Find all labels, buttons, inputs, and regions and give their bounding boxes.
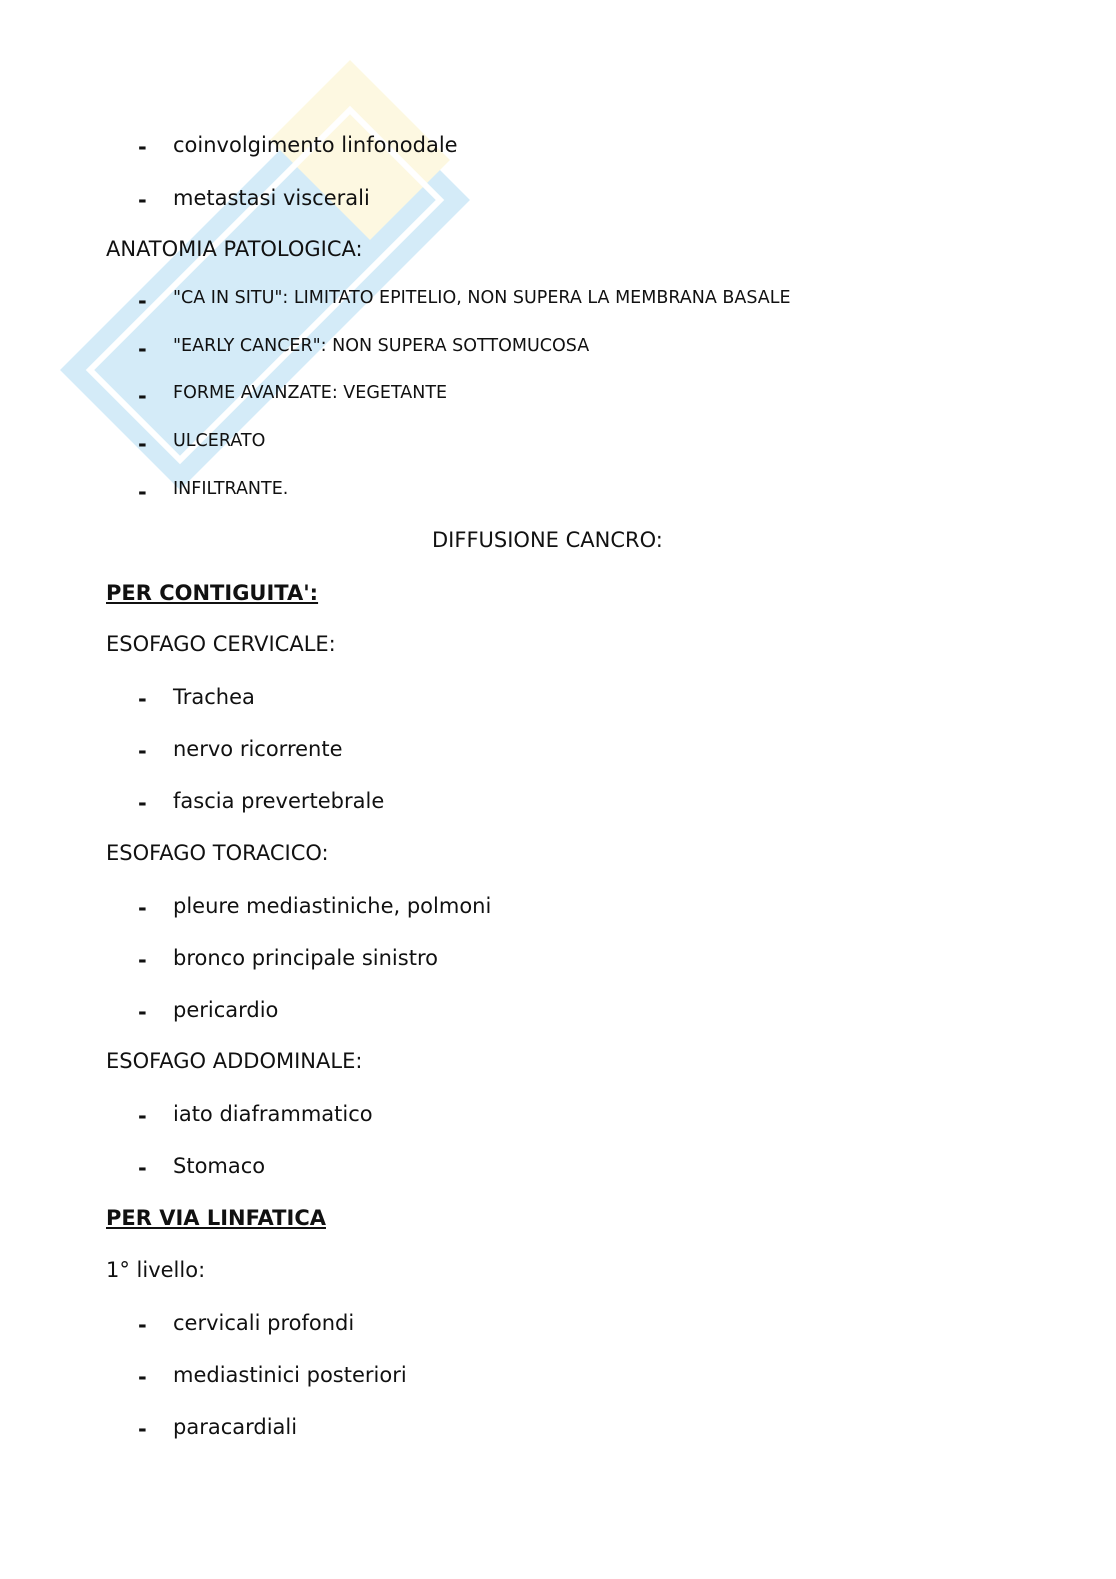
list-dash: - <box>138 1417 147 1441</box>
list-item: "CA IN SITU": LIMITATO EPITELIO, NON SUPERA LA MEMBRANA BASALE <box>173 288 791 308</box>
list-item: pericardio <box>173 998 279 1022</box>
list-dash: - <box>138 480 147 504</box>
section-title-diffusione: DIFFUSIONE CANCRO: <box>432 528 663 552</box>
label-esofago-addominale: ESOFAGO ADDOMINALE: <box>106 1049 363 1073</box>
list-item: cervicali profondi <box>173 1311 355 1335</box>
list-dash: - <box>138 896 147 920</box>
list-item: nervo ricorrente <box>173 737 343 761</box>
list-item: fascia prevertebrale <box>173 789 385 813</box>
label-esofago-cervicale: ESOFAGO CERVICALE: <box>106 632 336 656</box>
list-item: ULCERATO <box>173 431 266 451</box>
list-item: bronco principale sinistro <box>173 946 438 970</box>
list-dash: - <box>138 1313 147 1337</box>
list-item: metastasi viscerali <box>173 186 370 210</box>
list-dash: - <box>138 188 147 212</box>
list-item: FORME AVANZATE: VEGETANTE <box>173 383 448 403</box>
list-dash: - <box>138 384 147 408</box>
list-dash: - <box>138 687 147 711</box>
list-item: "EARLY CANCER": NON SUPERA SOTTOMUCOSA <box>173 336 590 356</box>
label-primo-livello: 1° livello: <box>106 1258 206 1282</box>
section-title-anatomia: ANATOMIA PATOLOGICA: <box>106 237 363 261</box>
list-item: paracardiali <box>173 1415 298 1439</box>
list-dash: - <box>138 1000 147 1024</box>
list-dash: - <box>138 135 147 159</box>
list-dash: - <box>138 432 147 456</box>
list-item: INFILTRANTE. <box>173 479 289 499</box>
list-item: pleure mediastiniche, polmoni <box>173 894 492 918</box>
heading-via-linfatica: PER VIA LINFATICA <box>106 1206 326 1230</box>
label-esofago-toracico: ESOFAGO TORACICO: <box>106 841 329 865</box>
list-dash: - <box>138 1104 147 1128</box>
list-item: iato diaframmatico <box>173 1102 373 1126</box>
list-dash: - <box>138 791 147 815</box>
list-dash: - <box>138 1156 147 1180</box>
list-item: coinvolgimento linfonodale <box>173 133 458 157</box>
list-dash: - <box>138 337 147 361</box>
list-item: Trachea <box>173 685 255 709</box>
list-dash: - <box>138 948 147 972</box>
list-dash: - <box>138 739 147 763</box>
list-dash: - <box>138 289 147 313</box>
heading-contiguita: PER CONTIGUITA': <box>106 581 319 605</box>
list-item: mediastinici posteriori <box>173 1363 407 1387</box>
list-item: Stomaco <box>173 1154 266 1178</box>
list-dash: - <box>138 1365 147 1389</box>
